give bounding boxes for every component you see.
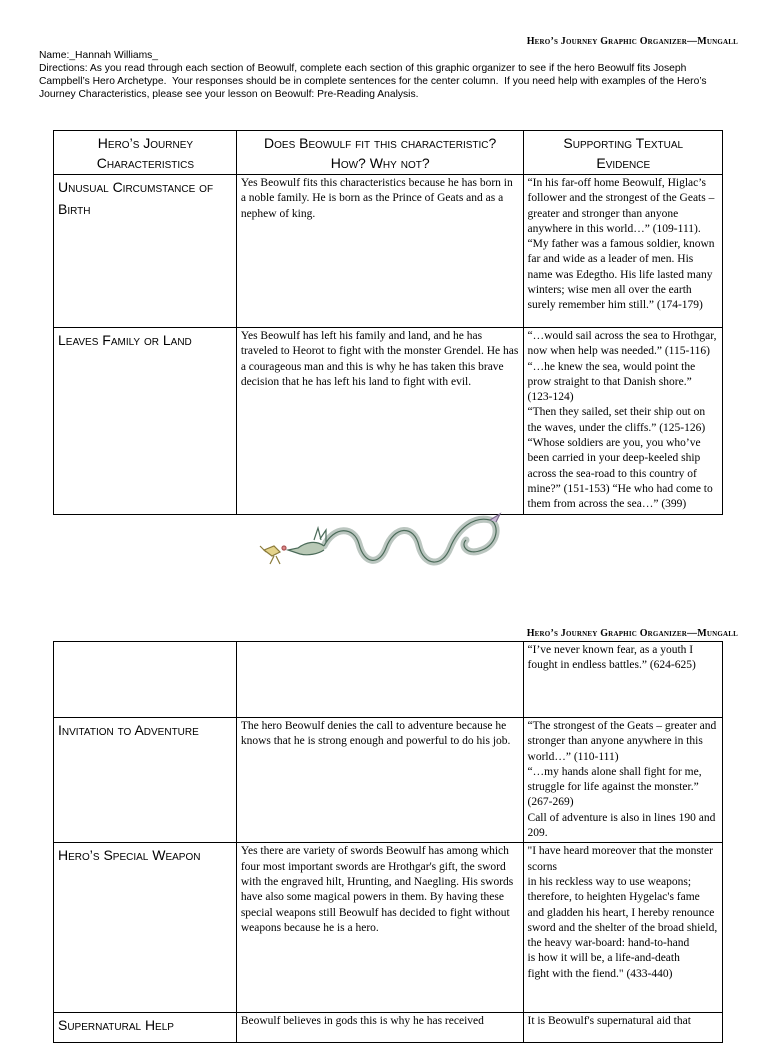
organizer-table-page-2 — [53, 641, 723, 1043]
page-2-header: Hero’s Journey Graphic Organizer—Mungall — [526, 628, 738, 639]
evidence-cell: "I have heard moreover that the monster scorns in his reckless way to use weapons; therefore, to heighten Hygelac's fame and gladden his heart, I hereby renounce sword and the shelter of the broad shield, the heavy war-board: hand-to-hand is how it will be, a life-and-death fight with the fiend." (433-440) — [523, 843, 722, 1013]
answer-cell: Beowulf believes in gods this is why he has received — [236, 1013, 523, 1043]
evidence-cell: It is Beowulf's supernatural aid that — [523, 1013, 722, 1043]
dragon-illustration — [254, 506, 504, 576]
organizer-table-page-1 — [53, 130, 723, 515]
directions-line-2: Campbell’s Hero Archetype. Your responses should be in complete sentences for the center column. If you need help with examples of the Hero’s — [39, 76, 707, 87]
directions-line-1: Directions: As you read through each section of Beowulf, complete each section of this graphic organizer to see if the hero Beowulf fits Joseph — [39, 63, 687, 74]
intro-block — [39, 49, 739, 101]
evidence-cell: “I’ve never known fear, as a youth I fought in endless battles.” (624-625) — [523, 642, 722, 718]
col-header-fit: Does Beowulf fit this characteristic? How? Why not? — [236, 131, 523, 175]
characteristic-cell: Leaves Family or Land — [54, 328, 237, 515]
answer-cell: Yes Beowulf fits this characteristics because he has born in a noble family. He is born as the Prince of Geats and as a nephew of king. — [236, 175, 523, 328]
answer-cell: The hero Beowulf denies the call to adventure because he knows that he is strong enough and powerful to do his job. — [236, 718, 523, 843]
characteristic-cell: Hero’s Special Weapon — [54, 843, 237, 1013]
name-line: Name:_Hannah Williams_ — [39, 50, 159, 61]
table-header-row — [54, 131, 723, 175]
table-row — [54, 175, 723, 328]
col-header-characteristics: Hero’s Journey Characteristics — [54, 131, 237, 175]
evidence-cell: “…would sail across the sea to Hrothgar, now when help was needed.” (115-116) “…he knew the sea, would point the prow straight to that Danish shore.” (123-124) “Then they sailed, set their ship out on the waves, under the cliffs.” (125-126) “Whose soldiers are you, you who’ve been carried in your deep-keeled ship across the sea-road to this country of mine?” (151-153) “He who had come to them from across the sea…” (399) — [523, 328, 722, 515]
characteristic-cell: Supernatural Help — [54, 1013, 237, 1043]
answer-cell — [236, 642, 523, 718]
table-row — [54, 642, 723, 718]
characteristic-cell: Unusual Circumstance of Birth — [54, 175, 237, 328]
answer-cell: Yes there are variety of swords Beowulf has among which four most important swords are Hrothgar's gift, the sword with the engraved hilt, Hrunting, and Naegling. His swords have also some magical powers in them. By having these special weapons still Beowulf has decided to fight without weapons because he is a hero. — [236, 843, 523, 1013]
col-header-evidence: Supporting Textual Evidence — [523, 131, 722, 175]
evidence-cell: “The strongest of the Geats – greater and stronger than anyone anywhere in this world…” (110-111) “…my hands alone shall fight for me, struggle for life against the monster.” (267-269) Call of adventure is also in lines 190 and 209. — [523, 718, 722, 843]
characteristic-cell — [54, 642, 237, 718]
characteristic-cell: Invitation to Adventure — [54, 718, 237, 843]
answer-cell: Yes Beowulf has left his family and land, and he has traveled to Heorot to fight with the monster Grendel. He has a courageous man and this is why he has taken this brave decision that he has left his land to fight with evil. — [236, 328, 523, 515]
page-header: Hero’s Journey Graphic Organizer—Mungall — [526, 36, 738, 47]
evidence-cell: “In his far-off home Beowulf, Higlac’s follower and the strongest of the Geats – greater and stronger than anyone anywhere in this world…” (109-111). “My father was a famous soldier, known far and wide as a leader of men. His name was Edegtho. His life lasted many winters; wise men all over the earth surely remember him still.” (174-179) — [523, 175, 722, 328]
table-row — [54, 843, 723, 1013]
table-row — [54, 328, 723, 515]
directions-line-3: Journey Characteristics, please see your lesson on Beowulf: Pre-Reading Analysis. — [39, 89, 419, 100]
table-row — [54, 718, 723, 843]
table-row — [54, 1013, 723, 1043]
